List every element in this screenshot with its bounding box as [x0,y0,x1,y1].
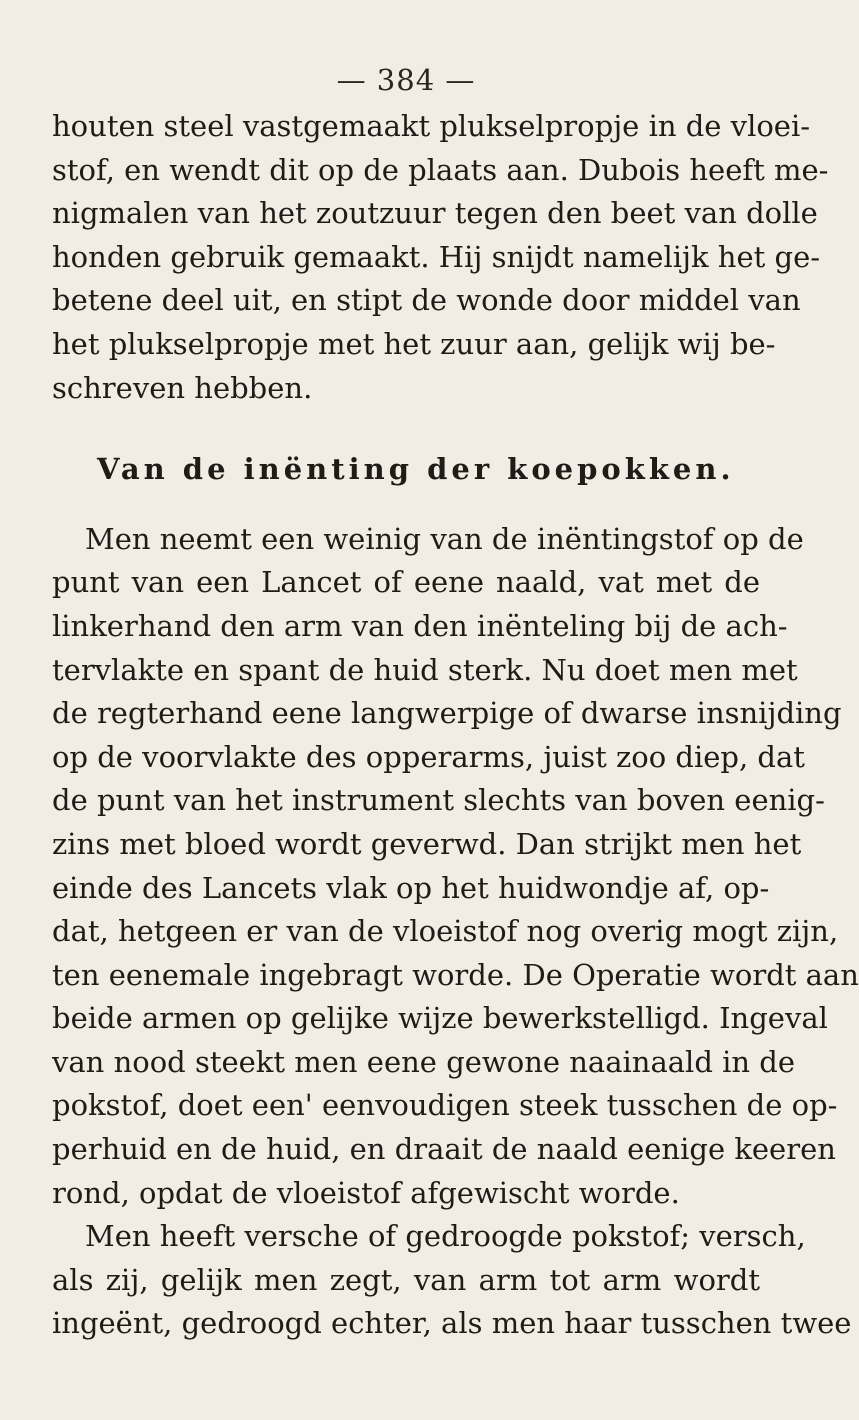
text-line: stof, en wendt dit op de plaats aan. Dubois heeft me- [52,152,829,187]
text-line: schreven hebben. [52,370,313,405]
text-line: Men neemt een weinig van de inëntingstof op de [85,521,804,556]
text-line: de regterhand eene langwerpige of dwarse insnijding [52,696,842,731]
text-line: als zij, gelijk men zegt, van arm tot arm wordt [52,1262,760,1297]
page-number: — 384 — [336,63,476,97]
paragraph-pokstof [52,1215,852,1346]
text-line: pokstof, doet een' eenvoudigen steek tusschen de op- [52,1088,838,1123]
paragraph-vaccination [52,518,859,1216]
paragraph-continuation [52,105,829,410]
text-line: honden gebruik gemaakt. Hij snijdt namelijk het ge- [52,239,821,274]
text-line: beide armen op gelijke wijze bewerkstelligd. Ingeval [52,1001,828,1036]
text-line: ingeënt, gedroogd echter, als men haar tusschen twee [52,1306,852,1341]
text-line: van nood steekt men eene gewone naainaald in de [52,1044,795,1079]
text-line: de punt van het instrument slechts van boven eenig- [52,783,825,818]
text-line: houten steel vastgemaakt plukselpropje in de vloei- [52,109,811,143]
section-heading: Van de inënting der koepokken. [97,452,735,487]
text-line: einde des Lancets vlak op het huidwondje af, op- [52,870,770,905]
text-line: tervlakte en spant de huid sterk. Nu doet men met [52,652,798,687]
text-line: betene deel uit, en stipt de wonde door middel van [52,283,801,318]
text-line: zins met bloed wordt geverwd. Dan strijkt men het [52,826,802,861]
text-line: Men heeft versche of gedroogde pokstof; versch, [85,1219,806,1254]
text-line: linkerhand den arm van den inënteling bij de ach- [52,608,788,643]
text-line: rond, opdat de vloeistof afgewischt worde. [52,1175,680,1210]
text-line: op de voorvlakte des opperarms, juist zoo diep, dat [52,739,805,774]
text-line: nigmalen van het zoutzuur tegen den beet van dolle [52,196,818,231]
text-line: dat, hetgeen er van de vloeistof nog overig mogt zijn, [52,914,839,949]
text-line: perhuid en de huid, en draait de naald eenige keeren [52,1132,836,1167]
text-line: punt van een Lancet of eene naald, vat met de [52,565,760,600]
text-line: ten eenemale ingebragt worde. De Operatie wordt aan [52,957,859,992]
text-line: het plukselpropje met het zuur aan, gelijk wij be- [52,326,776,361]
